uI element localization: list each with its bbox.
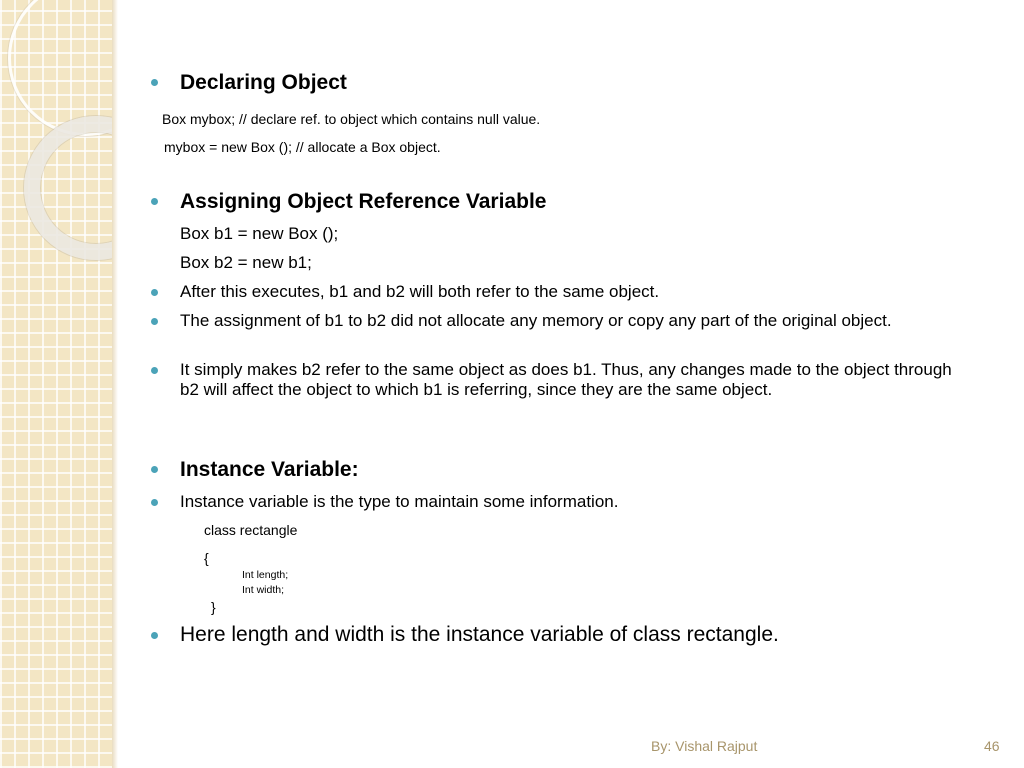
heading-assigning-reference: Assigning Object Reference Variable xyxy=(180,190,547,213)
bullet-icon xyxy=(151,499,158,506)
heading-instance-variable: Instance Variable: xyxy=(180,458,359,481)
heading-declaring-object: Declaring Object xyxy=(180,71,347,94)
bullet-text-same-object: After this executes, b1 and b2 will both refer to the same object. xyxy=(180,282,660,301)
bullet-icon xyxy=(151,198,158,205)
code-line-width: Int width; xyxy=(242,584,285,596)
bullet-icon xyxy=(151,632,158,639)
code-line-class: class rectangle xyxy=(204,522,298,538)
bullet-text-instance-definition: Instance variable is the type to maintain some information. xyxy=(180,492,619,511)
page-number: 46 xyxy=(984,738,1000,754)
bullet-text-instance-example: Here length and width is the instance variable of class rectangle. xyxy=(180,623,779,646)
bullet-icon xyxy=(151,367,158,374)
code-line-b2: Box b2 = new b1; xyxy=(180,253,312,272)
code-line-close-brace: } xyxy=(211,599,216,615)
footer-author: By: Vishal Rajput xyxy=(651,738,758,754)
code-line-length: Int length; xyxy=(242,569,289,581)
code-line-declare: Box mybox; // declare ref. to object which contains null value. xyxy=(162,111,541,127)
bullet-text-no-allocation: The assignment of b1 to b2 did not allocate any memory or copy any part of the original object. xyxy=(180,311,892,330)
bullet-icon xyxy=(151,289,158,296)
bullet-icon xyxy=(151,466,158,473)
bullet-icon xyxy=(151,318,158,325)
bullet-text-refer-same: It simply makes b2 refer to the same object as does b1. Thus, any changes made to the object through b2 will affect the object to which b1 is referring, since they are the same object. xyxy=(180,360,952,399)
code-line-open-brace: { xyxy=(204,550,209,566)
code-line-allocate: mybox = new Box (); // allocate a Box object. xyxy=(164,139,441,155)
bullet-icon xyxy=(151,79,158,86)
code-line-b1: Box b1 = new Box (); xyxy=(180,224,339,243)
